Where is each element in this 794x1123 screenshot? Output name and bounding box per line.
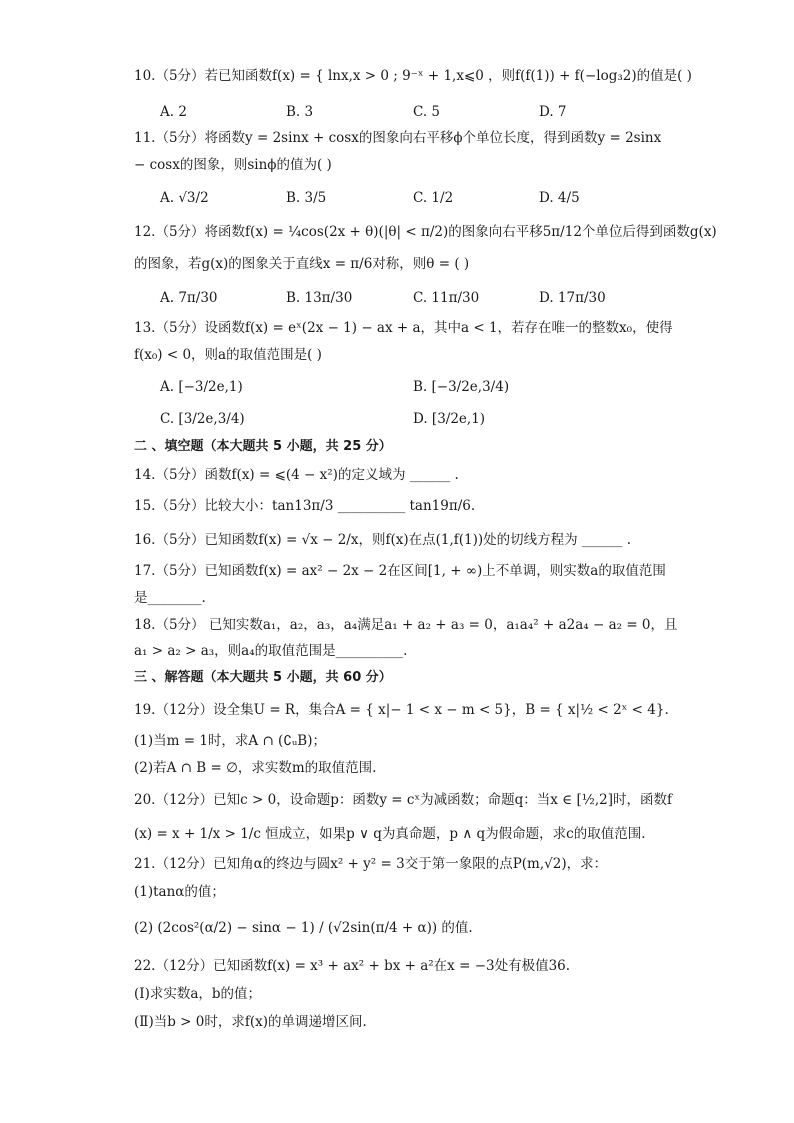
q11-option-c: C. 1/2 [413,190,454,206]
question-21-line1: 21.（12分）已知角α的终边与圆x² + y² = 3交于第一象限的点P(m,√2)，求： [134,856,608,872]
question-19-line3: (2)若A ∩ B = ∅，求实数m的取值范围. [134,760,377,776]
question-22-line1: 22.（12分）已知函数f(x) = x³ + ax² + bx + a²在x = −3处有极值36. [134,958,571,974]
question-12-line2: 的图象，若g(x)的图象关于直线x = π/6对称，则θ = ( ) [134,256,470,272]
q10-option-c: C. 5 [413,104,441,120]
question-11-line2: − cosx的图象，则sinϕ的值为( ) [134,157,332,173]
question-18-line2: a₁ > a₂ > a₃，则a₄的取值范围是__________. [134,643,408,659]
question-17-line2: 是________. [134,590,206,606]
question-20-line2: (x) = x + 1/x > 1/c 恒成立，如果p ∨ q为真命题，p ∧ q为假命题，求c的取值范围. [134,826,646,842]
q10-option-b: B. 3 [286,104,314,120]
section-fill-in-heading: 二 、填空题（本大题共 5 小题，共 25 分） [134,439,392,454]
question-22-line3: (Ⅱ)当b > 0时，求f(x)的单调递增区间. [134,1014,367,1030]
q12-option-c: C. 11π/30 [413,290,480,306]
question-22-line2: (Ⅰ)求实数a，b的值； [134,986,262,1002]
q13-option-d: D. [3/2e,1) [413,411,486,427]
q13-option-c: C. [3/2e,3/4) [160,411,245,427]
question-13-line2: f(x₀) < 0，则a的取值范围是( ) [134,347,322,363]
question-19-line2: (1)当m = 1时，求A ∩ (∁ᵤB)； [134,733,326,749]
q11-option-a: A. √3/2 [160,190,209,206]
q10-option-d: D. 7 [539,104,567,120]
question-17-line1: 17.（5分）已知函数f(x) = ax² − 2x − 2在区间[1, + ∞)上不单调，则实数a的取值范围 [134,563,666,579]
question-15: 15.（5分）比较大小：tan13π/3 __________ tan19π/6. [134,498,476,514]
question-21-line2: (1)tanα的值； [134,884,225,900]
q12-option-d: D. 17π/30 [539,290,606,306]
question-11-line1: 11.（5分）将函数y = 2sinx + cosx的图象向右平移ϕ个单位长度，得到函数y = 2sinx [134,130,662,146]
question-18-line1: 18.（5分） 已知实数a₁，a₂，a₃，a₄满足a₁ + a₂ + a₃ = 0，a₁a₄² + a2a₄ − a₂ = 0，且 [134,617,678,633]
q13-option-a: A. [−3/2e,1) [160,379,243,395]
question-20-line1: 20.（12分）已知c > 0，设命题p：函数y = cˣ为减函数；命题q：当x ∈ [½,2]时，函数f [134,792,672,808]
section-solve-heading: 三 、解答题（本大题共 5 小题，共 60 分） [134,670,392,685]
q11-option-b: B. 3/5 [286,190,327,206]
question-13-line1: 13.（5分）设函数f(x) = eˣ(2x − 1) − ax + a，其中a < 1，若存在唯一的整数x₀，使得 [134,320,673,336]
q11-option-d: D. 4/5 [539,190,580,206]
q13-option-b: B. [−3/2e,3/4) [413,379,510,395]
question-10-stem: 10.（5分）若已知函数f(x) = { lnx,x > 0 ; 9⁻ˣ + 1,x⩽0 ，则f(f(1)) + f(−log₃2)的值是( ) [134,68,692,84]
question-14: 14.（5分）函数f(x) = ⩽(4 − x²)的定义域为 ______ . [134,467,459,483]
q12-option-a: A. 7π/30 [160,290,218,306]
question-16: 16.（5分）已知函数f(x) = √x − 2/x，则f(x)在点(1,f(1))处的切线方程为 ______ . [134,532,632,548]
question-19-line1: 19.（12分）设全集U = R，集合A = { x|− 1 < x − m < 5}，B = { x|½ < 2ˣ < 4}. [134,702,669,718]
q10-option-a: A. 2 [160,104,187,120]
question-12-line1: 12.（5分）将函数f(x) = ¼cos(2x + θ)(|θ| < π/2)的图象向右平移5π/12个单位后得到函数g(x) [134,224,717,240]
q12-option-b: B. 13π/30 [286,290,353,306]
question-21-line3: (2) (2cos²(α/2) − sinα − 1) / (√2sin(π/4 + α)) 的值. [134,920,473,936]
